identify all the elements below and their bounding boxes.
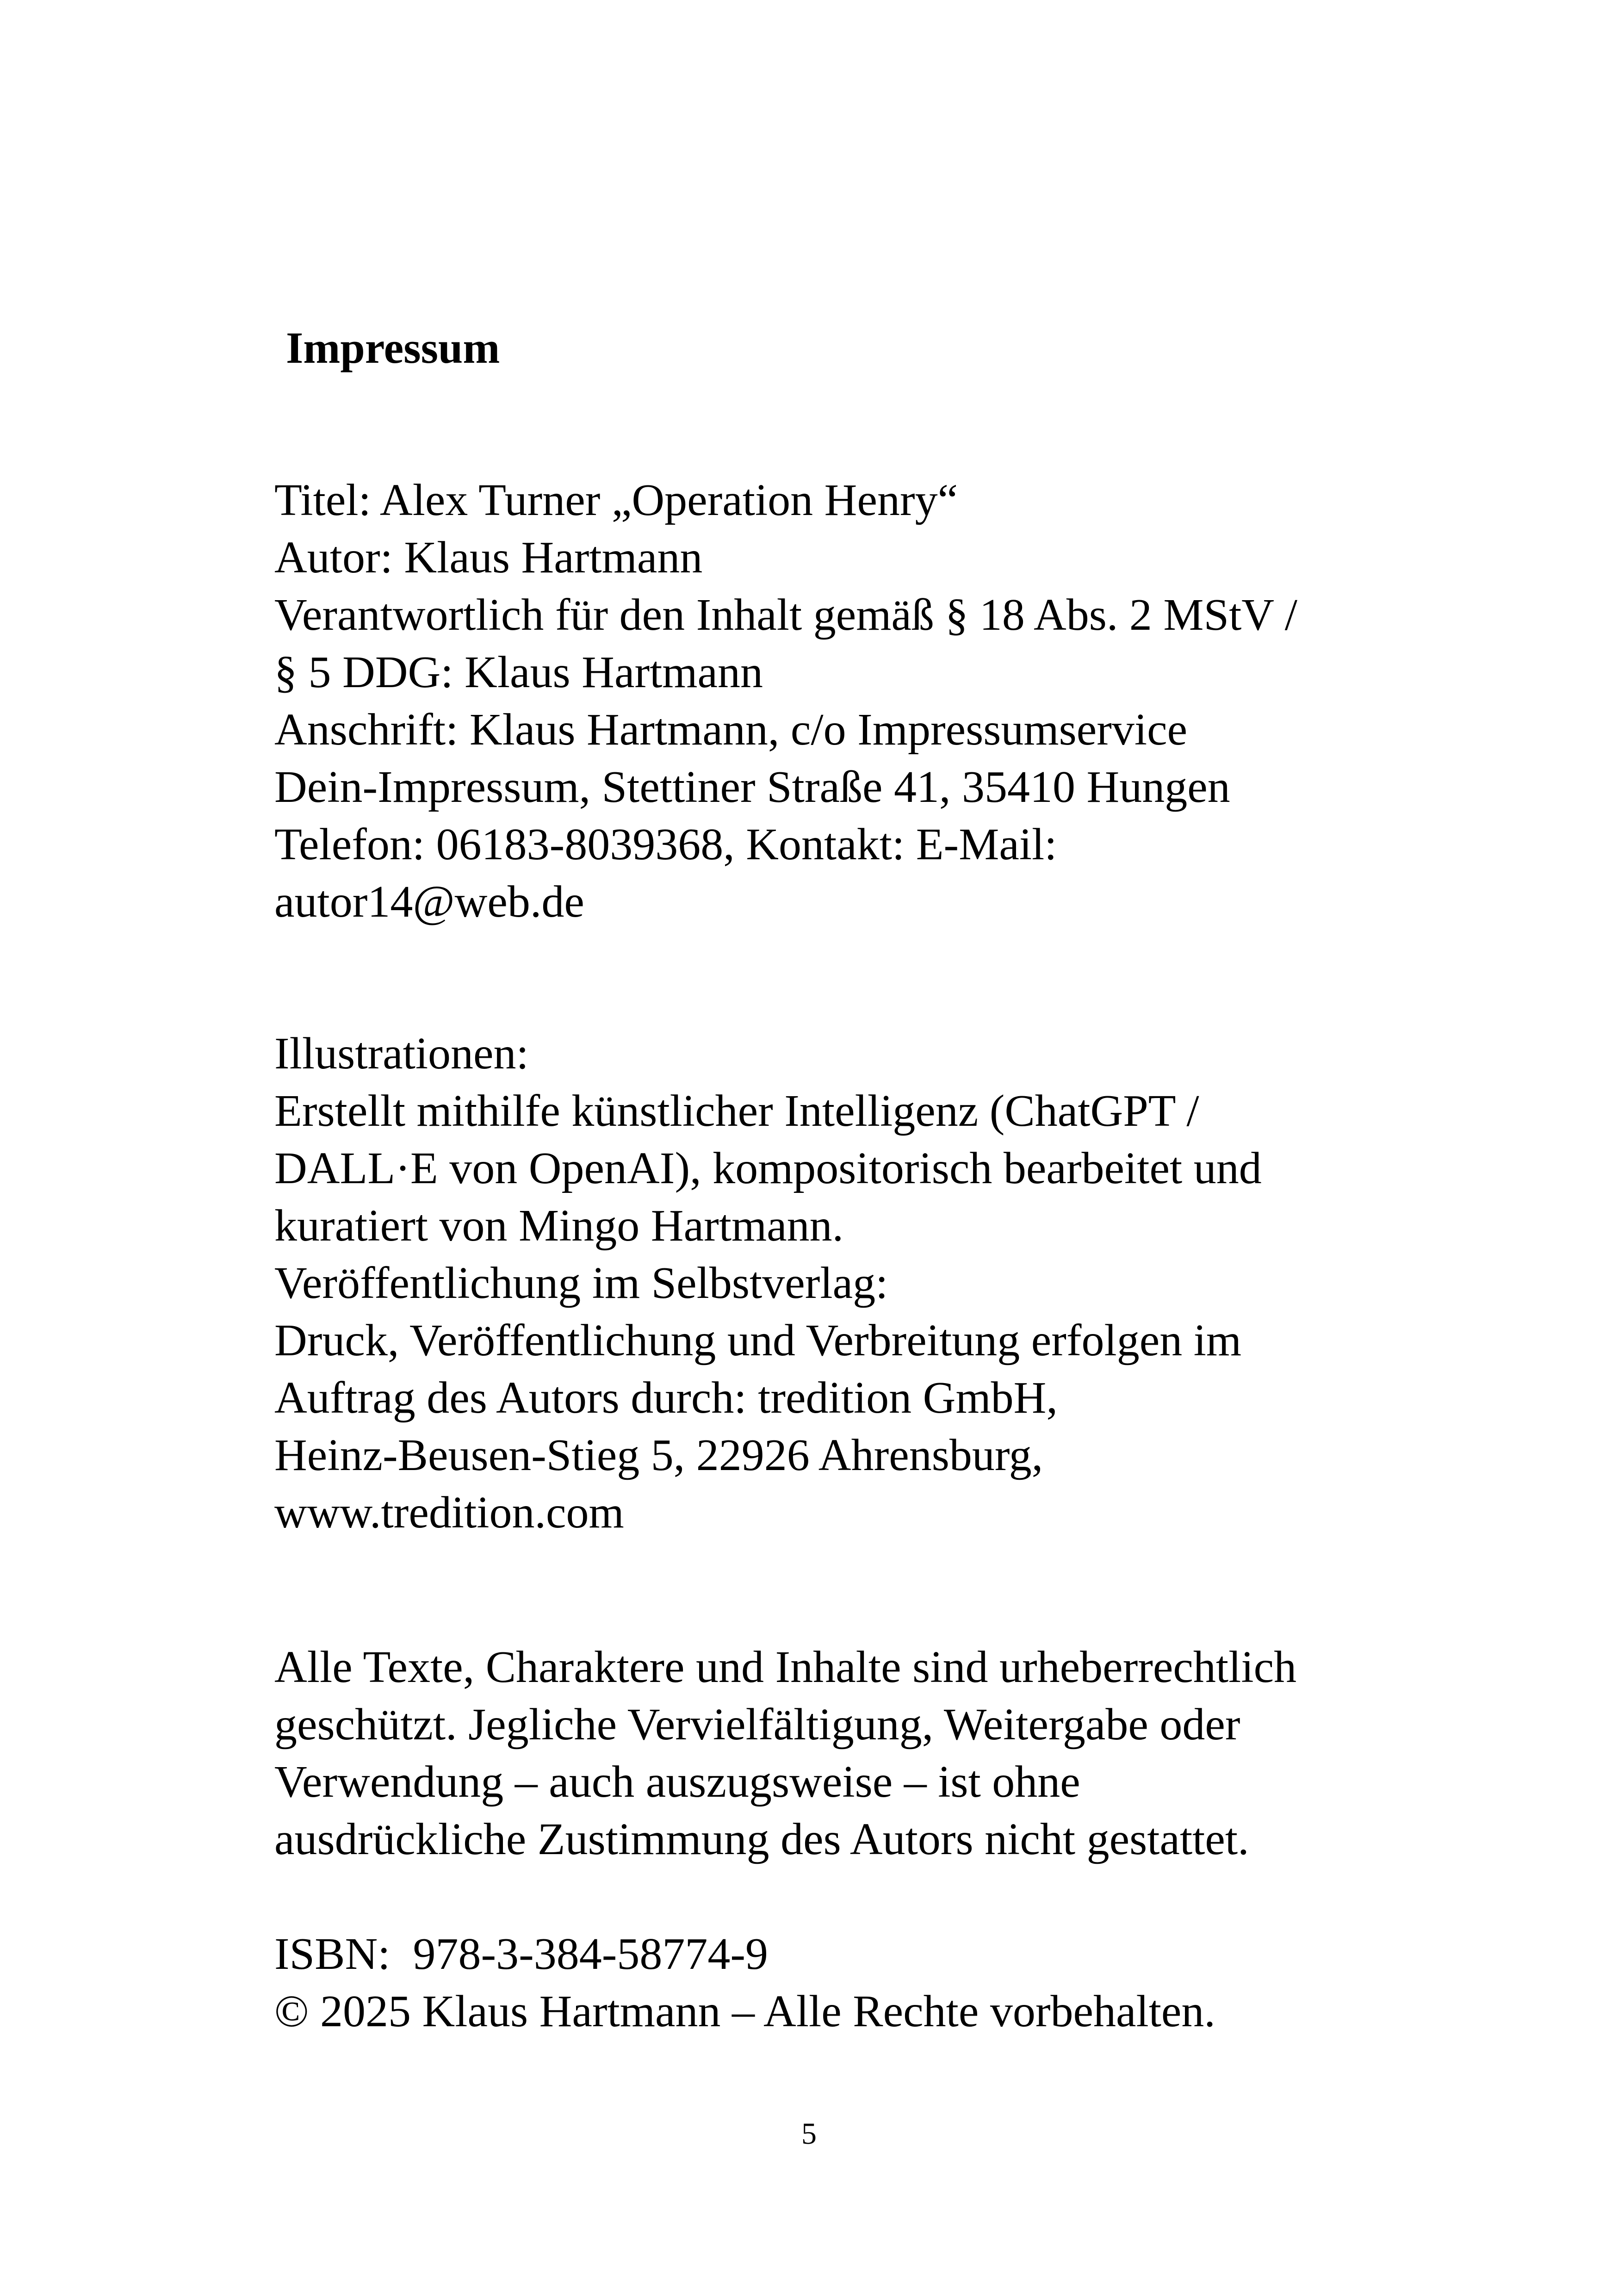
imprint-details (274, 472, 1297, 931)
title-line: Titel: Alex Turner „Operation Henry“ (274, 475, 958, 525)
contact-line: Telefon: 06183-8039368, Kontakt: E-Mail: (274, 819, 1057, 869)
self-publishing-label: Veröffentlichung im Selbstverlag: (274, 1258, 888, 1308)
illustration-publishing-info (274, 1025, 1262, 1541)
illustrations-text: Erstellt mithilfe künstlicher Intelligenz (ChatGPT / (274, 1086, 1199, 1136)
publishing-text: Auftrag des Autors durch: tredition GmbH, (274, 1373, 1058, 1423)
page-title: Impressum (286, 323, 500, 372)
copyright-text: Alle Texte, Charaktere und Inhalte sind urheberrechtlich (274, 1642, 1297, 1692)
email-line: autor14@web.de (274, 877, 584, 927)
publisher-address: Heinz-Beusen-Stieg 5, 22926 Ahrensburg, (274, 1430, 1043, 1480)
responsible-line: Verantwortlich für den Inhalt gemäß § 18 Abs. 2 MStV / (274, 590, 1298, 640)
copyright-notice (274, 1638, 1296, 1868)
page-number: 5 (801, 2117, 817, 2151)
responsible-line-cont: § 5 DDG: Klaus Hartmann (274, 647, 763, 697)
copyright-text: Verwendung – auch auszugsweise – ist ohne (274, 1757, 1080, 1807)
illustrations-label: Illustrationen: (274, 1029, 529, 1079)
copyright-text: ausdrückliche Zustimmung des Autors nicht gestattet. (274, 1814, 1249, 1864)
publishing-text: Druck, Veröffentlichung und Verbreitung erfolgen im (274, 1316, 1242, 1365)
author-line: Autor: Klaus Hartmann (274, 533, 703, 583)
copyright-text: geschützt. Jegliche Vervielfältigung, Weitergabe oder (274, 1700, 1240, 1750)
isbn: ISBN: 978-3-384-58774-9 (274, 1929, 769, 1979)
address-line-cont: Dein-Impressum, Stettiner Straße 41, 35410 Hungen (274, 762, 1230, 812)
illustrations-text: DALL·E von OpenAI), kompositorisch bearbeitet und (274, 1143, 1262, 1193)
isbn-copyright (274, 1925, 1215, 2040)
address-line: Anschrift: Klaus Hartmann, c/o Impressumservice (274, 705, 1188, 755)
illustrations-text: kuratiert von Mingo Hartmann. (274, 1201, 844, 1251)
publisher-website: www.tredition.com (274, 1488, 624, 1538)
copyright-line: © 2025 Klaus Hartmann – Alle Rechte vorbehalten. (274, 1986, 1215, 2036)
